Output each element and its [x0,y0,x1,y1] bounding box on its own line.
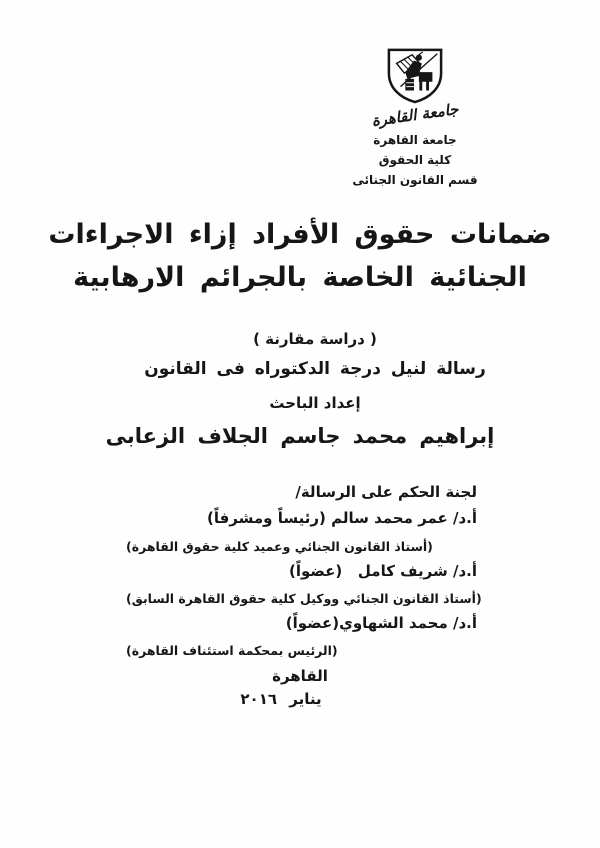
committee-member-title: (أستاذ القانون الجنائي وعميد كلية حقوق القاهرة) [126,539,433,554]
date-label [0,690,562,708]
study-type-label: ( دراسة مقارنة ) [253,330,377,348]
thesis-title-line2: الجنائية الخاصة بالجرائم الارهابية [73,262,527,293]
university-name: جامعة القاهرة [373,133,457,147]
affiliation-lines [330,130,500,190]
thesis-title [0,213,600,299]
faculty-name: كلية الحقوق [378,153,452,167]
committee-member-name: أ.د/ عمر محمد سالم (رئيساً ومشرفاً) [206,509,477,527]
author-name: إبراهيم محمد جاسم الجلاف الزعابى [105,424,495,448]
prepared-by-label: إعداد الباحث [269,394,361,412]
degree-statement [30,330,600,413]
degree-purpose-line: رسالة لنيل درجة الدكتوراه فى القانون [144,359,486,379]
thesis-title-line1: ضمانات حقوق الأفراد إزاء الاجراءات [48,219,552,250]
city-label: القاهرة [272,667,328,685]
committee-member-name: أ.د/ محمد الشهاوي(عضواً) [285,614,477,632]
department-name: قسم القانون الجنائى [352,173,478,187]
date-month: يناير [289,690,322,708]
university-header [330,47,500,190]
cairo-university-emblem-icon [384,47,446,105]
committee-member-title: (الرئيس بمحكمة استئناف القاهرة) [126,643,338,658]
committee-member-name: أ.د/ شريف كامل (عضواً) [288,562,477,580]
date-year: ٢٠١٦ [240,690,278,708]
committee-member-title: (أستاذ القانون الجنائي ووكيل كلية حقوق القاهرة السابق) [126,591,482,606]
committee-heading: لجنة الحكم على الرسالة/ [295,483,477,501]
emblem-calligraphy: جامعة القاهرة [370,100,460,130]
